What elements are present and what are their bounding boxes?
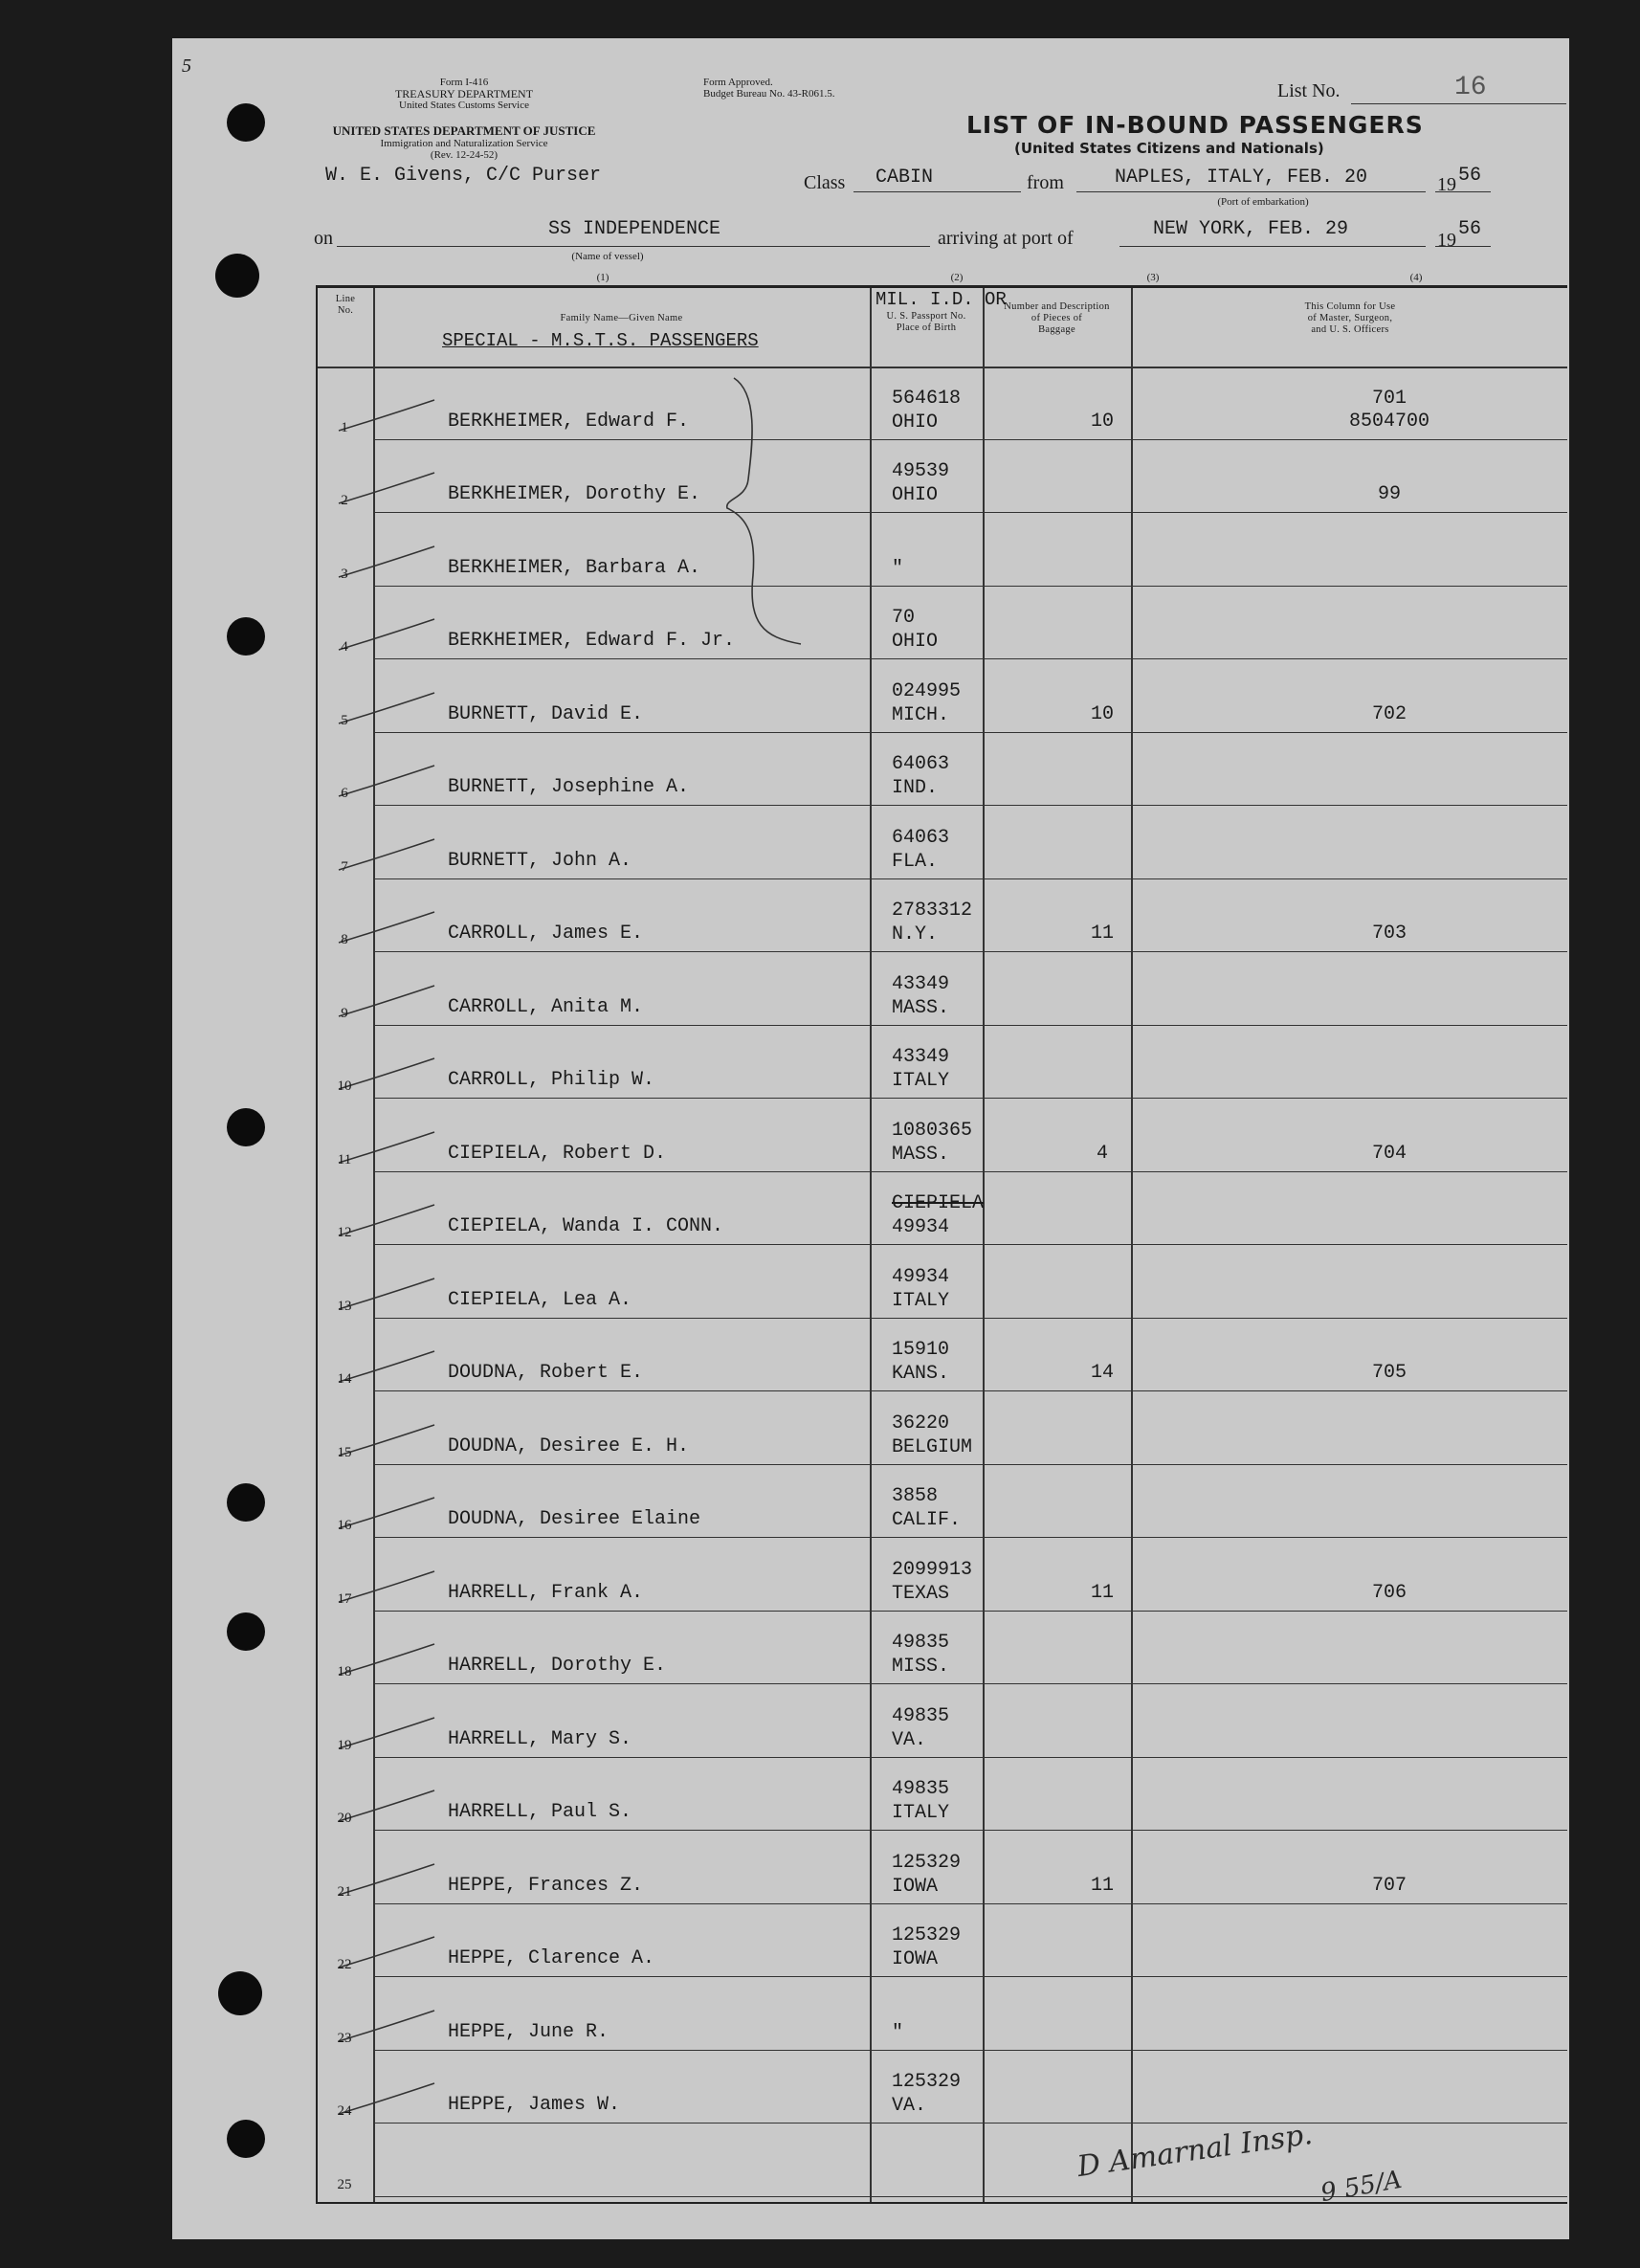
officer-entry: 706: [1371, 1581, 1407, 1604]
line-number: 18: [337, 1664, 352, 1679]
place-of-birth: OHIO: [892, 484, 939, 506]
officer-entry: 702: [1371, 702, 1407, 725]
inspector-signature: D Amarnal Insp.: [1075, 2117, 1315, 2185]
form-approved: Form Approved.: [703, 77, 773, 88]
passenger-name: HARRELL, Dorothy E.: [448, 1655, 667, 1677]
passenger-name: HEPPE, June R.: [448, 2020, 609, 2043]
table-row: [318, 1319, 1567, 1392]
class-value: CABIN: [875, 167, 934, 189]
customs-service: United States Customs Service: [399, 100, 529, 111]
line-number: 8: [341, 932, 348, 947]
from-value: NAPLES, ITALY, FEB. 20: [1115, 167, 1368, 189]
col-baggage-l3: Baggage: [1038, 324, 1075, 335]
id-number: 15910: [892, 1339, 950, 1361]
arriving-label: arriving at port of: [938, 228, 1074, 249]
id-number: 125329: [892, 1851, 962, 1874]
ins-service: Immigration and Naturalization Service: [380, 138, 548, 149]
officer-entry: 704: [1371, 1142, 1407, 1165]
vessel-name: SS INDEPENDENCE: [548, 218, 721, 240]
col-baggage-l1: Number and Description: [1004, 301, 1110, 312]
vessel-caption: (Name of vessel): [571, 251, 644, 262]
place-of-birth: IOWA: [892, 1875, 939, 1898]
year-arrival: 56: [1458, 218, 1482, 240]
id-number: 1080365: [892, 1119, 973, 1142]
place-of-birth: N.Y.: [892, 923, 939, 945]
table-row: [318, 440, 1567, 514]
table-row: [318, 733, 1567, 807]
table-row: [318, 1465, 1567, 1539]
line-number: 4: [341, 639, 348, 655]
passenger-name: CARROLL, Anita M.: [448, 995, 644, 1018]
passenger-name: BURNETT, Josephine A.: [448, 776, 690, 798]
binder-hole: [227, 2120, 265, 2158]
id-number: 64063: [892, 826, 950, 849]
id-number: 125329: [892, 2071, 962, 2093]
id-number: 024995: [892, 679, 962, 702]
place-of-birth: MASS.: [892, 1143, 950, 1166]
line-number: 25: [337, 2176, 352, 2192]
binder-hole: [227, 1612, 265, 1651]
id-number: CIEPIELA: [892, 1192, 985, 1214]
place-of-birth: IOWA: [892, 1948, 939, 1970]
passenger-table: [316, 285, 1567, 2204]
id-number: 49835: [892, 1632, 950, 1654]
list-no-value: 16: [1454, 73, 1487, 102]
table-row: [318, 952, 1567, 1026]
line-number: 14: [337, 1371, 352, 1387]
table-row: [318, 1831, 1567, 1904]
justice-dept: UNITED STATES DEPARTMENT OF JUSTICE: [332, 123, 596, 138]
place-of-birth: TEXAS: [892, 1582, 950, 1605]
baggage-count: 11: [1090, 923, 1114, 945]
table-row: [318, 1245, 1567, 1319]
table-row: [318, 1172, 1567, 1246]
line-number: 24: [337, 2103, 352, 2119]
place-of-birth: ITALY: [892, 1070, 950, 1092]
col-passport-label: U. S. Passport No.: [886, 311, 966, 322]
id-number: 49835: [892, 1778, 950, 1800]
table-row: [318, 1099, 1567, 1172]
passenger-name: BERKHEIMER, Edward F.: [448, 410, 690, 433]
footer-mark: 9 55/A: [1319, 2165, 1405, 2209]
passenger-name: HARRELL, Mary S.: [448, 1727, 632, 1750]
place-of-birth: IND.: [892, 777, 939, 799]
line-number: 12: [337, 1225, 352, 1240]
col-officers-l1: This Column for Use: [1304, 301, 1396, 312]
passenger-name: CIEPIELA, Wanda I. CONN.: [448, 1215, 724, 1237]
id-number: 64063: [892, 753, 950, 775]
id-number: 43349: [892, 1046, 950, 1068]
place-of-birth: CALIF.: [892, 1509, 962, 1531]
id-number: 2099913: [892, 1558, 973, 1581]
place-of-birth: BELGIUM: [892, 1435, 973, 1458]
line-number: 19: [337, 1737, 352, 1753]
family-brace-mark: [720, 374, 806, 652]
col-name-header: Family Name—Given Name: [560, 313, 683, 323]
line-number: 13: [337, 1298, 352, 1314]
place-of-birth: ": [892, 2021, 904, 2044]
line-number: 9: [341, 1005, 348, 1021]
purser-name: W. E. Givens, C/C Purser: [325, 165, 602, 187]
col-baggage-header: [985, 301, 1129, 336]
name-note: SPECIAL - M.S.T.S. PASSENGERS: [442, 330, 759, 351]
place-of-birth: MICH.: [892, 703, 950, 726]
officer-entry: 707: [1371, 1874, 1407, 1897]
passenger-name: HEPPE, James W.: [448, 2094, 621, 2116]
line-number: 21: [337, 1883, 352, 1900]
col-id-header: [872, 311, 981, 334]
passenger-name: BERKHEIMER, Dorothy E.: [448, 483, 701, 505]
col-id-typed: MIL. I.D. OR: [875, 289, 1007, 310]
line-number: 23: [337, 2030, 352, 2046]
officer-entry: 99: [1377, 483, 1401, 505]
page-subtitle: (United States Citizens and Nationals): [1014, 140, 1324, 157]
class-label: Class: [804, 172, 846, 193]
manifest-sheet: [172, 38, 1569, 2239]
officer-entry-top: 701: [1371, 387, 1407, 410]
corner-mark: 5: [182, 56, 191, 77]
col-baggage-l2: of Pieces of: [1031, 313, 1083, 323]
line-number: 1: [341, 419, 348, 435]
id-number: 2783312: [892, 900, 973, 922]
place-of-birth: MASS.: [892, 996, 950, 1019]
table-row: [318, 2051, 1567, 2124]
port-embarkation-caption: (Port of embarkation): [1217, 196, 1309, 208]
id-number: 49934: [892, 1265, 950, 1288]
table-row: [318, 659, 1567, 733]
line-number: 5: [341, 712, 348, 728]
table-row: [318, 1026, 1567, 1100]
table-row: [318, 1684, 1567, 1758]
passenger-name: CARROLL, James E.: [448, 923, 644, 945]
year-prefix: 19: [1437, 174, 1456, 195]
line-number: 2: [341, 493, 348, 508]
id-number: 70: [892, 607, 916, 629]
id-number: 49539: [892, 460, 950, 482]
col-number-2: (2): [950, 272, 964, 283]
officer-entry: 705: [1371, 1362, 1407, 1384]
passenger-name: CIEPIELA, Lea A.: [448, 1288, 632, 1311]
passenger-name: HEPPE, Clarence A.: [448, 1947, 655, 1969]
id-number: 564618: [892, 387, 962, 410]
place-of-birth: ITALY: [892, 1289, 950, 1312]
line-number: 3: [341, 566, 348, 582]
passenger-name: BURNETT, David E.: [448, 702, 644, 725]
officer-entry: 8504700: [1348, 410, 1429, 433]
id-number: 43349: [892, 972, 950, 995]
line-number: 11: [337, 1151, 352, 1167]
baggage-count: 10: [1090, 702, 1114, 725]
passenger-name: DOUDNA, Robert E.: [448, 1362, 644, 1384]
line-number: 16: [337, 1518, 352, 1533]
place-of-birth: FLA.: [892, 850, 939, 873]
binder-hole: [218, 1971, 262, 2015]
passenger-name: CARROLL, Philip W.: [448, 1069, 655, 1091]
place-of-birth: VA.: [892, 2095, 927, 2117]
line-number: 6: [341, 786, 348, 801]
page-title: LIST OF IN-BOUND PASSENGERS: [966, 111, 1424, 139]
col-officers-header: [1133, 301, 1567, 336]
form-number: Form I-416: [439, 77, 489, 88]
passenger-name: BERKHEIMER, Barbara A.: [448, 556, 701, 579]
baggage-count: 4: [1096, 1142, 1108, 1165]
budget-bureau: Budget Bureau No. 43-R061.5.: [703, 88, 835, 100]
table-row: [318, 1758, 1567, 1832]
passenger-name: BERKHEIMER, Edward F. Jr.: [448, 630, 736, 652]
col-line-header: [320, 294, 371, 317]
place-of-birth: 49934: [892, 1216, 950, 1238]
col-number-1: (1): [596, 272, 609, 283]
col-birthplace-label: Place of Birth: [896, 322, 957, 333]
line-number: 15: [337, 1444, 352, 1460]
table-row: [318, 879, 1567, 953]
place-of-birth: ": [892, 557, 904, 580]
line-number: 7: [341, 858, 348, 875]
passenger-name: DOUDNA, Desiree Elaine: [448, 1508, 701, 1530]
passenger-name: BURNETT, John A.: [448, 849, 632, 872]
place-of-birth: OHIO: [892, 411, 939, 434]
id-number: 49835: [892, 1704, 950, 1727]
table-row: [318, 1612, 1567, 1685]
baggage-count: 10: [1090, 410, 1114, 433]
baggage-count: 11: [1090, 1581, 1114, 1604]
col-number-4: (4): [1409, 272, 1423, 283]
id-number: 36220: [892, 1412, 950, 1434]
table-row: [318, 367, 1567, 440]
officer-entry: 703: [1371, 923, 1407, 945]
table-row: [318, 1538, 1567, 1612]
col-officers-l2: of Master, Surgeon,: [1307, 313, 1393, 323]
form-revision: (Rev. 12-24-52): [430, 149, 499, 161]
place-of-birth: ITALY: [892, 1802, 950, 1824]
binder-hole: [215, 254, 259, 298]
passenger-name: HEPPE, Frances Z.: [448, 1874, 644, 1897]
from-label: from: [1027, 172, 1064, 193]
binder-hole: [227, 1108, 265, 1146]
place-of-birth: OHIO: [892, 631, 939, 653]
binder-hole: [227, 103, 265, 142]
col-line-label: Line: [335, 294, 356, 304]
table-row: [318, 1391, 1567, 1465]
line-number: 17: [337, 1590, 352, 1607]
binder-hole: [227, 617, 265, 656]
id-number: 125329: [892, 1924, 962, 1946]
col-no-label: No.: [337, 305, 354, 316]
arrival-value: NEW YORK, FEB. 29: [1153, 218, 1349, 240]
binder-hole: [227, 1483, 265, 1522]
line-number: 20: [337, 1811, 352, 1826]
col-officers-l3: and U. S. Officers: [1311, 324, 1389, 335]
table-row: [318, 806, 1567, 879]
col-number-3: (3): [1146, 272, 1160, 283]
year-prefix-2: 19: [1437, 230, 1456, 251]
table-row: [318, 1977, 1567, 2051]
place-of-birth: KANS.: [892, 1363, 950, 1385]
table-row: [318, 587, 1567, 660]
passenger-name: HARRELL, Paul S.: [448, 1801, 632, 1823]
list-no-label: List No.: [1277, 80, 1341, 101]
place-of-birth: MISS.: [892, 1656, 950, 1678]
treasury-dept: TREASURY DEPARTMENT: [394, 87, 534, 100]
passenger-name: DOUDNA, Desiree E. H.: [448, 1434, 690, 1457]
table-row: [318, 1904, 1567, 1978]
line-number: 10: [337, 1078, 352, 1094]
baggage-count: 11: [1090, 1874, 1114, 1897]
passenger-name: HARRELL, Frank A.: [448, 1581, 644, 1604]
on-label: on: [314, 228, 333, 249]
line-number: 22: [337, 1957, 352, 1972]
id-number: 3858: [892, 1485, 939, 1507]
baggage-count: 14: [1090, 1362, 1114, 1384]
table-row: [318, 513, 1567, 587]
passenger-name: CIEPIELA, Robert D.: [448, 1142, 667, 1165]
year-from: 56: [1458, 165, 1482, 187]
place-of-birth: VA.: [892, 1728, 927, 1751]
